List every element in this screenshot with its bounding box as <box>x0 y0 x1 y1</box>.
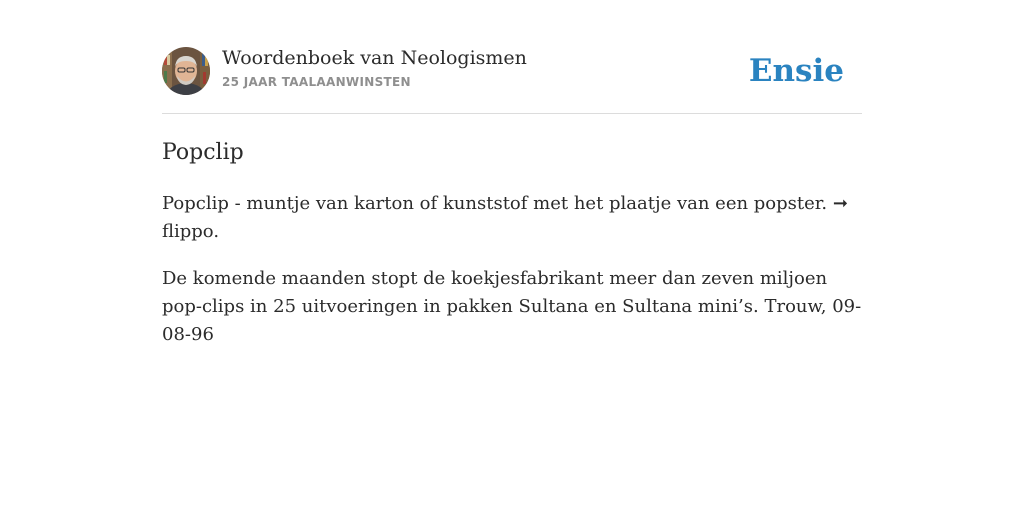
site-subtitle: 25 JAAR TAALAANWINSTEN <box>222 75 411 89</box>
entry-example: De komende maanden stopt de koekjesfabrikant meer dan zeven miljoen pop-clips in 25 uitvoeringen in pakken Sultana en Sultana mini’s. Trouw, 09-08-96 <box>162 268 862 345</box>
avatar-image <box>162 47 210 95</box>
author-portrait-icon[interactable] <box>162 47 210 95</box>
site-title[interactable]: Woordenboek van Neologismen <box>222 47 527 69</box>
header <box>162 46 862 96</box>
entry-headword: Popclip <box>162 140 244 165</box>
entry-definition: Popclip - muntje van karton of kunststof met het plaatje van een popster. ➞ flippo. <box>162 193 848 242</box>
ensie-logo[interactable]: Ensie <box>748 53 844 89</box>
header-divider <box>162 113 862 114</box>
